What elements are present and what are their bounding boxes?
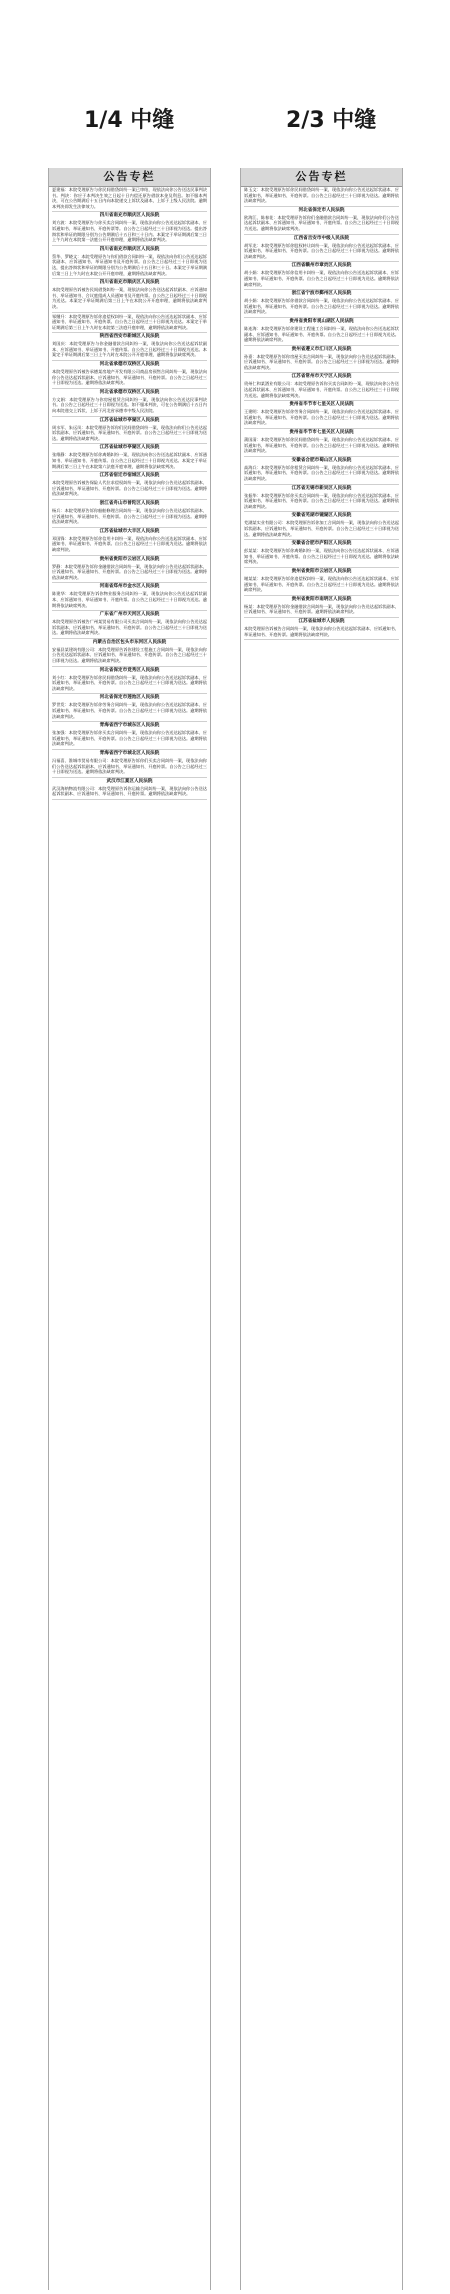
column-header-right: 公告专栏 bbox=[241, 168, 402, 187]
notice-item bbox=[244, 458, 399, 482]
notice-court-name: 四川省南充市顺庆区人民法院 bbox=[99, 246, 160, 252]
notice-text: 胡小娟：本院受理原告诉你借款合同纠纷一案，现依法向你公告送达起诉状副本、应诉通知书、举证通知书、开庭传票。自公告之日起经过三十日即视为送达。逾期将依法缺席判决。 bbox=[244, 298, 399, 315]
notice-court-name: 陕西省西安市新城区人民法院 bbox=[99, 334, 160, 340]
notice-court-name: 河北省保定市人民法院 bbox=[298, 207, 345, 213]
notice-court-name: 武汉市江夏区人民法院 bbox=[106, 778, 153, 784]
notice-divider bbox=[244, 456, 399, 457]
notice-item bbox=[52, 280, 207, 309]
notice-item bbox=[244, 513, 399, 537]
notice-court-name: 贵州省贵阳市云岩区人民法院 bbox=[291, 568, 352, 574]
notice-court-name: 江苏省盐城市人民法院 bbox=[298, 618, 345, 624]
notice-text: 蒲国清：本院受理原告诉你民间借贷纠纷一案，现依法向你公告送达起诉状副本、应诉通知书、举证通知书、开庭传票。自公告之日起经过三十日即视为送达。逾期将依法缺席判决。 bbox=[244, 437, 399, 454]
notice-divider bbox=[52, 245, 207, 246]
notice-text: 杨兵：本院受理原告诉你船舶修理合同纠纷一案，现依法向你公告送达起诉状副本、应诉通知书、举证通知书、开庭传票。自公告之日起经过三十日即视为送达。逾期将依法缺席判决。 bbox=[52, 507, 207, 525]
notice-divider bbox=[244, 484, 399, 485]
notice-text: 本院受理原告诉被告保险人代位求偿权纠纷一案，现依法向你公告送达起诉状副本、应诉通知书、举证通知书、开庭传票。自公告之日起经过三十日即视为送达。逾期将依法缺席判决。 bbox=[52, 480, 207, 497]
notice-court-name: 内蒙古自治区包头市东河区人民法院 bbox=[92, 639, 167, 645]
notice-text: 芜湖某实业有限公司：本院受理原告诉你加工合同纠纷一案，现依法向你公告送达起诉状副本、应诉通知书、举证通知书、开庭传票。自公告之日起经过三十日即视为送达。逾期将依法缺席判决。 bbox=[244, 520, 399, 537]
notice-divider bbox=[52, 312, 207, 313]
notice-text: 邓国锋：本院受理原告诉你信用卡纠纷一案，现依法向你公告送达起诉状副本、应诉通知书、举证通知书、开庭传票。自公告之日起经过三十日即视为送达。逾期将依法缺席判决。 bbox=[52, 535, 207, 552]
notice-court-name: 江苏省宿迁市宿城区人民法院 bbox=[99, 473, 160, 479]
notice-text: 胡军龙：本院受理原告诉你股权转让纠纷一案，现依法向你公告送达起诉状副本、应诉通知书、举证通知书、开庭传票。自公告之日起经过三十日即视为送达。逾期将依法缺席判决。 bbox=[244, 242, 399, 259]
notice-court-name: 安徽省合肥市蜀山区人民法院 bbox=[291, 457, 352, 463]
notice-court-name: 江苏省无锡市新吴区人民法院 bbox=[291, 485, 352, 491]
notice-item bbox=[244, 236, 399, 260]
notice-divider bbox=[244, 639, 399, 640]
notice-divider bbox=[244, 206, 399, 207]
notice-item bbox=[244, 402, 399, 426]
notice-divider bbox=[244, 317, 399, 318]
notice-divider bbox=[244, 345, 399, 346]
notice-court-name: 浙江省舟山市普陀区人民法院 bbox=[99, 500, 160, 506]
notice-court-name: 四川省南充市顺庆区人民法院 bbox=[99, 213, 160, 219]
notice-item bbox=[52, 529, 207, 553]
notice-court-name: 江苏省常州市天宁区人民法院 bbox=[291, 374, 352, 380]
notice-item bbox=[244, 486, 399, 510]
notice-divider bbox=[52, 527, 207, 528]
notice-divider bbox=[244, 289, 399, 290]
notice-text: 欧海江、陈春花：本院受理原告诉你们金融借款合同纠纷一案，现依法向你们公告送达起诉状副本、应诉通知书、举证通知书、开庭传票。自公告之日起经过三十日即视为送达。逾期将依法缺席判决。 bbox=[244, 214, 399, 231]
notice-court-name: 青海省西宁市城北区人民法院 bbox=[99, 751, 160, 756]
notice-court-name: 广东省广州市天河区人民法院 bbox=[99, 612, 160, 618]
notice-divider bbox=[52, 555, 207, 556]
notice-text: 高海兵：本院受理原告诉你租赁合同纠纷一案，现依法向你公告送达起诉状副本、应诉通知书、举证通知书、开庭传票。自公告之日起经过三十日即视为送达。逾期将依法缺席判决。 bbox=[244, 464, 399, 481]
notice-text: 杨某：本院受理原告诉你金融借款合同纠纷一案，现依法向你公告送达起诉状副本、应诉通知书、举证通知书、开庭传票。逾期将依法缺席判决。 bbox=[244, 603, 399, 615]
notice-court-name: 贵州省贵阳市云岩区人民法院 bbox=[99, 556, 160, 562]
notice-text: 刘国庆：本院受理原告与你金融借款合同纠纷一案，现依法向你公告送达起诉状副本、应诉通知书、举证通知书、开庭传票。自公告之日起经过三十日即视为送达。本案定于举证期满后第三日上午九时在本院公开开庭审理，逾期将依法缺席判决。 bbox=[52, 341, 207, 358]
notice-text: 武汉海纳物流有限公司：本院受理原告诉你运输合同纠纷一案，现依法向你公告送达起诉状副本、应诉通知书、举证通知书、开庭传票。逾期将依法缺席判决。 bbox=[52, 785, 207, 797]
notice-item bbox=[52, 584, 207, 608]
notice-court-name: 河北省承德市双桥区人民法院 bbox=[99, 362, 160, 368]
notice-item bbox=[244, 619, 399, 637]
fold-label-left: 1/4 中缝 bbox=[84, 108, 175, 133]
notice-text: 刘小红：本院受理原告诉你民间借贷纠纷一案，现依法向你公告送达起诉状副本、应诉通知书、举证通知书、开庭传票。自公告之日起经过三十日即视为送达。逾期将依法缺席判决。 bbox=[52, 674, 207, 691]
notice-court-name: 贵州省毕节市七星关区人民法院 bbox=[289, 430, 354, 436]
notice-text: 本院受理原告诉被告广州某贸易有限公司买卖合同纠纷一案，现依法向你公告送达起诉状副本、应诉通知书、举证通知书、开庭传票。自公告之日起经过三十日即视为送达。逾期将依法缺席判决。 bbox=[52, 619, 207, 636]
notice-item bbox=[52, 751, 207, 775]
notice-court-name: 河北省承德市双桥区人民法院 bbox=[99, 389, 160, 395]
notice-court-name: 河北省保定市竞秀区人民法院 bbox=[99, 667, 160, 673]
notice-text: 陈连海：本院受理原告诉你建设工程施工合同纠纷一案，现依法向你公告送达起诉状副本、应诉通知书、举证通知书、开庭传票。自公告之日起经过三十日即视为送达。逾期将依法缺席判决。 bbox=[244, 325, 399, 343]
notice-divider bbox=[244, 567, 399, 568]
notice-item bbox=[52, 187, 207, 209]
fold-label-right: 2/3 中缝 bbox=[286, 108, 377, 133]
notice-text: 张加强：本院受理原告诉你买卖合同纠纷一案，现依法向你公告送达起诉状副本、应诉通知书、举证通知书、开庭传票。自公告之日起经过三十日即视为送达。逾期将依法缺席判决。 bbox=[52, 730, 207, 747]
notice-column-left bbox=[48, 168, 211, 2290]
notice-text: 胡小娟：本院受理原告诉你信用卡纠纷一案，现依法向你公告送达起诉状副本、应诉通知书、举证通知书、开庭传票。自公告之日起经过三十日即视为送达。逾期将依法缺席判决。 bbox=[244, 270, 399, 287]
notice-item bbox=[244, 347, 399, 371]
notice-item bbox=[52, 501, 207, 525]
notice-text: 贵州仁和某酒业有限公司：本院受理原告诉你买卖合同纠纷一案，现依法向你公告送达起诉状副本、应诉通知书、举证通知书、开庭传票。自公告之日起经过三十日即视为送达。逾期将依法缺席判决。 bbox=[244, 381, 399, 398]
notice-text: 孙嘉：本院受理原告诉你房屋买卖合同纠纷一案，现依法向你公告送达起诉状副本、应诉通知书、举证通知书、开庭传票。自公告之日起经过三十日即视为送达。逾期将依法缺席判决。 bbox=[244, 353, 399, 370]
notice-column-right bbox=[240, 168, 403, 2290]
notice-divider bbox=[52, 278, 207, 279]
notice-divider bbox=[52, 799, 207, 800]
notice-court-name: 贵州省贵阳市观山湖区人民法院 bbox=[289, 318, 354, 324]
notice-item bbox=[244, 263, 399, 287]
notice-divider bbox=[52, 777, 207, 778]
notice-text: 彭某某：本院受理原告诉你离婚纠纷一案，现依法向你公告送达起诉状副本、应诉通知书、举证通知书、开庭传票。自公告之日起经过三十日即视为送达。逾期将依法缺席判决。 bbox=[244, 548, 399, 565]
notice-text: 周水军、朱远凤：本院受理原告诉你们民间借贷纠纷一案，现依法向你们公告送达起诉状副本、应诉通知书、举证通知书、开庭传票。自公告之日起经过三十日即视为送达。逾期将依法缺席判决。 bbox=[52, 424, 207, 441]
column-header-left: 公告专栏 bbox=[49, 168, 210, 187]
notice-text: 安福县某建筑有限公司：本院受理原告诉你建设工程施工合同纠纷一案，现依法向你公告送达起诉状副本、应诉通知书、举证通知书、开庭传票。自公告之日起经过三十日即视为送达。逾期将依法缺席判决。 bbox=[52, 646, 207, 664]
notice-text: 本院受理原告诉被告承德某房地产开发有限公司商品房预售合同纠纷一案，现依法向你公告送达起诉状副本、应诉通知书、举证通知书、开庭传票。自公告之日起经过三十日即视为送达。逾期将依法缺席判决。 bbox=[52, 369, 207, 386]
notice-item bbox=[52, 640, 207, 664]
notice-divider bbox=[52, 388, 207, 389]
notice-divider bbox=[244, 595, 399, 596]
notice-text: 王建明：本院受理原告诉你劳务合同纠纷一案，现依法向你公告送达起诉状副本、应诉通知书、举证通知书、开庭传票。自公告之日起经过三十日即视为送达。逾期将依法缺席判决。 bbox=[244, 409, 399, 426]
notice-divider bbox=[244, 428, 399, 429]
notice-divider bbox=[244, 617, 399, 618]
notice-item bbox=[52, 247, 207, 276]
notice-text: 方文娟：本院受理原告与你房屋租赁合同纠纷一案，现依法向你公告送达民事判决书。自公告之日起经过三十日即视为送达。如不服本判决，可在公告期满后十五日内向本院递交上诉状，上诉于河北省承德市中级人民法院。 bbox=[52, 396, 207, 414]
notice-court-name: 贵州省遵义市汇川区人民法院 bbox=[291, 346, 352, 352]
notice-court-name: 河北省保定市莲池区人民法院 bbox=[99, 695, 160, 701]
notice-item bbox=[52, 314, 207, 331]
notice-divider bbox=[244, 539, 399, 540]
notice-list-left bbox=[52, 187, 207, 2288]
notice-item bbox=[244, 430, 399, 454]
notice-divider bbox=[52, 416, 207, 417]
notice-item bbox=[244, 208, 399, 232]
notice-text: 邹继升：本院受理原告诉你追偿权纠纷一案，现依法向你公告送达起诉状副本、应诉通知书、举证通知书、开庭传票。自公告之日起经过三十日即视为送达。本案定于举证期满后第三日上午九时在本院第三法庭开庭审理，逾期将依法缺席判决。 bbox=[52, 313, 207, 330]
notice-court-name: 江西省吉安市中级人民法院 bbox=[293, 235, 350, 241]
notice-text: 张维静：本院受理原告诉你离婚纠纷一案，现依法向你公告送达起诉状副本、应诉通知书、举证通知书、开庭传票。自公告之日起经过三十日即视为送达。本案定于举证期满后第三日上午在本院第六法庭开庭审理，逾期将依法缺席判决。 bbox=[52, 452, 207, 469]
notice-court-name: 贵州省贵阳市南明区人民法院 bbox=[291, 596, 352, 602]
notice-court-name: 河南省郑州市金水区人民法院 bbox=[99, 584, 160, 590]
notice-court-name: 安徽省芜湖市镜湖区人民法院 bbox=[291, 513, 352, 519]
notice-divider bbox=[52, 638, 207, 639]
notice-court-name: 四川省南充市顺庆区人民法院 bbox=[99, 280, 160, 286]
notice-item bbox=[52, 473, 207, 497]
notice-court-name: 江苏省盐城市亭湖区人民法院 bbox=[99, 417, 160, 423]
notice-court-name: 江西省赣州市章贡区人民法院 bbox=[291, 263, 352, 269]
notice-divider bbox=[52, 499, 207, 500]
notice-text: 夏建福：本院受理原告与你民间借贷纠纷一案已审结，现依法向你公告送达民事判决书。判决：你应于本判决生效之日起十日内偿还原告借款本金及利息。如不服本判决，可在公告期满后十五日内向本院递交上诉状及副本，上诉于上级人民法院。逾期本判决即发生法律效力。 bbox=[52, 187, 207, 209]
notice-text: 谢某某：本院受理原告诉你追偿权纠纷一案，现依法向你公告送达起诉状副本、应诉通知书、举证通知书、开庭传票。自公告之日起经过三十日即视为送达。逾期将依法缺席判决。 bbox=[244, 575, 399, 593]
notice-court-name: 江苏省盐城市亭湖区人民法院 bbox=[99, 445, 160, 451]
notice-item bbox=[52, 418, 207, 442]
notice-item bbox=[244, 541, 399, 565]
notice-text: 张振华：本院受理原告诉你买卖合同纠纷一案，现依法向你公告送达起诉状副本、应诉通知书、举证通知书、开庭传票。自公告之日起经过三十日即视为送达。逾期将依法缺席判决。 bbox=[244, 492, 399, 509]
notice-divider bbox=[244, 234, 399, 235]
notice-text: 蔡华、罗晓文：本院受理原告与你们借款合同纠纷一案，现依法向你们公告送达起诉状副本、应诉通知书、举证通知书及开庭传票。自公告之日起经过三十日即视为送达，提出答辩状和举证的期限分别为公告期满后十五日和三十日。本案定于举证期满后第三日上午九时在本院公开开庭审理，逾期将依法缺席判决。 bbox=[52, 253, 207, 276]
notice-text: 冯福喜、淮城市贸易有限公司：本院受理原告诉你们买卖合同纠纷一案，现依法向你们公告送达起诉状副本、应诉通知书、举证通知书、开庭传票。自公告之日起经过三十日即视为送达。逾期将依法缺席判决。 bbox=[52, 758, 207, 775]
notice-divider bbox=[52, 749, 207, 750]
notice-item bbox=[244, 569, 399, 593]
notice-item bbox=[52, 445, 207, 469]
notice-divider bbox=[52, 610, 207, 611]
notice-item bbox=[244, 291, 399, 315]
notice-item bbox=[52, 723, 207, 747]
notice-court-name: 浙江省宁波市鄞州区人民法院 bbox=[291, 291, 352, 297]
notice-court-name: 贵州省毕节市七星关区人民法院 bbox=[289, 402, 354, 408]
notice-text: 罗世发：本院受理原告诉你劳务合同纠纷一案，现依法向你公告送达起诉状副本、应诉通知书、举证通知书、开庭传票。自公告之日起经过三十日即视为送达。逾期将依法缺席判决。 bbox=[52, 702, 207, 719]
notice-item bbox=[52, 612, 207, 636]
notice-item bbox=[52, 213, 207, 242]
notice-list-right bbox=[244, 187, 399, 2288]
notice-item bbox=[52, 668, 207, 692]
notice-item bbox=[52, 557, 207, 581]
notice-text: 罗静：本院受理原告诉你金融借款合同纠纷一案，现依法向你公告送达起诉状副本、应诉通知书、举证通知书、开庭传票。自公告之日起经过三十日即视为送达。逾期将依法缺席判决。 bbox=[52, 563, 207, 580]
notice-item bbox=[244, 597, 399, 615]
notice-divider bbox=[52, 666, 207, 667]
notice-item bbox=[244, 319, 399, 343]
notice-item bbox=[244, 187, 399, 204]
notice-item bbox=[52, 362, 207, 386]
notice-text: 本院受理原告诉被告民间借贷纠纷一案，现依法向你公告送达起诉状副本、应诉通知书、举证通知书、合议庭组成人员通知书及开庭传票。自公告之日起经过三十日即视为送达。本案定于举证期满后第三日上午在本院公开开庭审理，逾期将依法缺席判决。 bbox=[52, 287, 207, 309]
notice-item bbox=[52, 334, 207, 358]
notice-item bbox=[244, 374, 399, 398]
notice-item bbox=[52, 779, 207, 797]
notice-court-name: 安徽省合肥市庐阳区人民法院 bbox=[291, 541, 352, 547]
notice-court-name: 江苏省盐城市大丰区人民法院 bbox=[99, 528, 160, 534]
notice-text: 本院受理原告诉被告合同纠纷一案，现依法向你公告送达起诉状副本、应诉通知书、举证通知书、开庭传票。逾期将依法缺席判决。 bbox=[244, 625, 399, 637]
notice-court-name: 青海省西宁市城东区人民法院 bbox=[99, 723, 160, 729]
notice-text: 陈建华：本院受理原告诉你物业服务合同纠纷一案，现依法向你公告送达起诉状副本、应诉通知书、举证通知书、开庭传票。自公告之日起经过三十日即视为送达。逾期将依法缺席判决。 bbox=[52, 591, 207, 608]
notice-item bbox=[52, 390, 207, 414]
notice-text: 陈玉文：本院受理原告诉你民间借贷纠纷一案，现依法向你公告送达起诉状副本、应诉通知书、举证通知书、开庭传票。自公告之日起经过三十日即视为送达。逾期将依法缺席判决。 bbox=[244, 187, 399, 204]
notice-item bbox=[52, 695, 207, 719]
notice-text: 刘方波：本院受理原告与你买卖合同纠纷一案，现依法向你公告送达起诉状副本、应诉通知书、举证通知书、开庭传票等。自公告之日起经过三十日即视为送达。提出答辩状和举证的期限分别为公告期满后十五日和三十日内。本案定于举证期满后第三日上午九时在本院第一法庭公开开庭审理，逾期将依法缺席判决。 bbox=[52, 220, 207, 243]
notice-divider bbox=[52, 360, 207, 361]
